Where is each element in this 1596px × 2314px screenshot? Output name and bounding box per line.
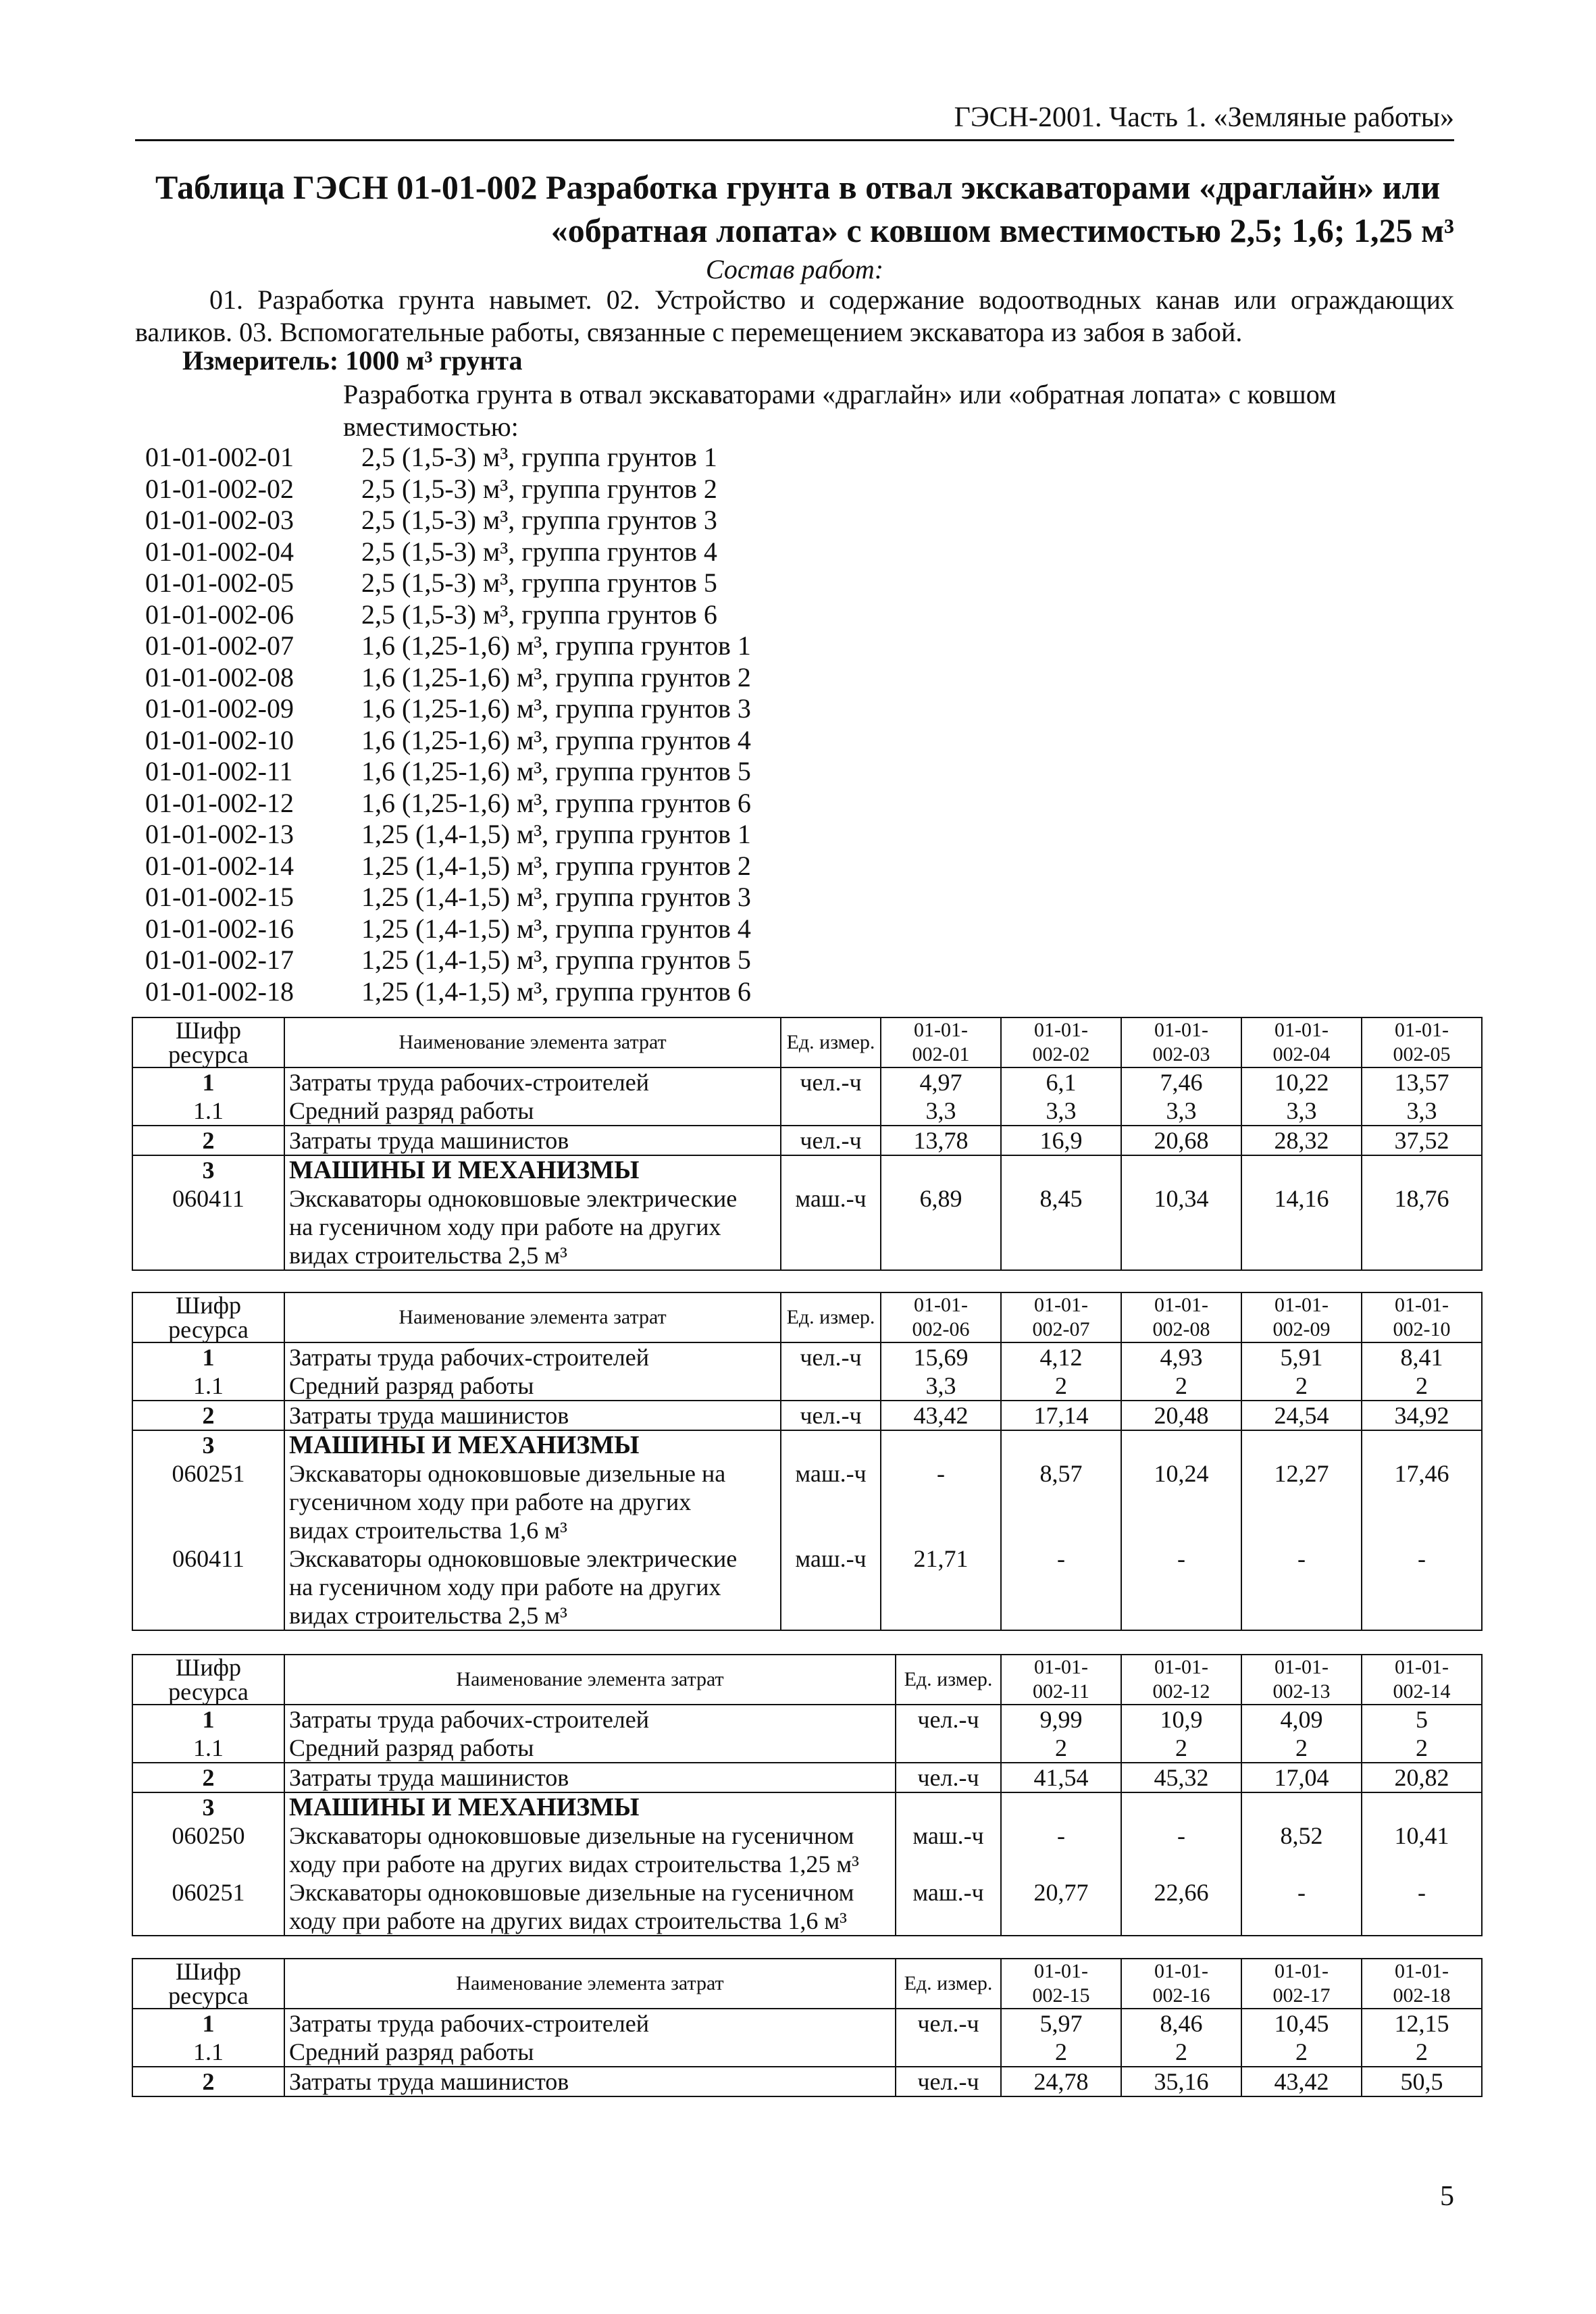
header-norm-column: 01-01- 002-08 xyxy=(1121,1292,1241,1342)
header-resource-code: Шифр ресурса xyxy=(132,1655,284,1705)
table-row xyxy=(132,1342,1482,1401)
value-cell: 20,82 xyxy=(1362,1763,1482,1792)
value-cell: 8,52 - xyxy=(1241,1792,1362,1936)
table-title-line-1: Таблица ГЭСН 01-01-002 Разработка грунта в отвал экскаваторами «драглайн» или xyxy=(155,168,1441,206)
header-norm-column: 01-01- 002-13 xyxy=(1241,1655,1362,1705)
unit-cell: маш.-ч xyxy=(781,1155,881,1270)
norm-code: 01-01-002-15 xyxy=(145,882,294,912)
cost-element-name: Затраты труда рабочих-строителей Средний разряд работы xyxy=(284,1342,781,1401)
norm-item xyxy=(145,819,751,851)
resource-table-1 xyxy=(132,1017,1483,1271)
value-cell: 4,09 2 xyxy=(1241,1705,1362,1763)
value-cell: 10,34 xyxy=(1121,1155,1241,1270)
norm-description: 1,25 (1,4-1,5) м³, группа грунтов 4 xyxy=(361,913,751,944)
norm-description: 1,25 (1,4-1,5) м³, группа грунтов 3 xyxy=(361,882,751,912)
value-cell: 8,57 - xyxy=(1001,1430,1121,1630)
cost-element-name: МАШИНЫ И МЕХАНИЗМЫ Экскаваторы одноковшовые дизельные на гусеничном ходу при работе на других видах строительства 1,25 м³ Экскаваторы одноковшовые дизельные на гусеничном ходу при работе на других видах строительства 1,6 м³ xyxy=(284,1792,896,1936)
norm-code: 01-01-002-14 xyxy=(145,850,294,881)
value-cell: 10,22 3,3 xyxy=(1241,1067,1362,1126)
norm-code: 01-01-002-04 xyxy=(145,536,294,567)
resource-code: 2 xyxy=(132,1401,284,1430)
unit-of-measure: Измеритель: 1000 м³ грунта xyxy=(182,345,523,376)
value-cell: 17,04 xyxy=(1241,1763,1362,1792)
value-cell: 50,5 xyxy=(1362,2067,1482,2096)
norm-item xyxy=(145,913,751,945)
value-cell: 10,9 2 xyxy=(1121,1705,1241,1763)
norm-description: 1,6 (1,25-1,6) м³, группа грунтов 4 xyxy=(361,724,751,755)
value-cell: 9,99 2 xyxy=(1001,1705,1121,1763)
value-cell: - 20,77 xyxy=(1001,1792,1121,1936)
norm-code: 01-01-002-08 xyxy=(145,661,294,693)
resource-code: 1 1.1 xyxy=(132,1067,284,1126)
header-unit: Ед. измер. xyxy=(896,1655,1001,1705)
unit-cell: чел.-ч xyxy=(781,1067,881,1126)
value-cell: 12,15 2 xyxy=(1362,2009,1482,2067)
norm-description: 1,6 (1,25-1,6) м³, группа грунтов 6 xyxy=(361,787,751,818)
norm-description: 1,25 (1,4-1,5) м³, группа грунтов 2 xyxy=(361,850,751,881)
resource-table-4 xyxy=(132,1958,1483,2097)
resource-code: 2 xyxy=(132,1126,284,1155)
table-row xyxy=(132,1430,1482,1630)
header-cost-element: Наименование элемента затрат xyxy=(284,1292,781,1342)
value-cell: 4,12 2 xyxy=(1001,1342,1121,1401)
norm-code: 01-01-002-09 xyxy=(145,693,294,724)
value-cell: 43,42 xyxy=(1241,2067,1362,2096)
header-norm-column: 01-01- 002-17 xyxy=(1241,1959,1362,2009)
header-resource-code: Шифр ресурса xyxy=(132,1017,284,1067)
norm-code: 01-01-002-18 xyxy=(145,976,294,1007)
norm-item xyxy=(145,945,751,976)
value-cell: 8,45 xyxy=(1001,1155,1121,1270)
norm-code: 01-01-002-07 xyxy=(145,630,294,661)
header-norm-column: 01-01- 002-01 xyxy=(881,1017,1001,1067)
value-cell: 24,54 xyxy=(1241,1401,1362,1430)
header-norm-column: 01-01- 002-09 xyxy=(1241,1292,1362,1342)
norm-description: 1,6 (1,25-1,6) м³, группа грунтов 5 xyxy=(361,756,751,786)
value-cell: 13,78 xyxy=(881,1126,1001,1155)
norm-item xyxy=(145,568,751,599)
cost-element-name: МАШИНЫ И МЕХАНИЗМЫ Экскаваторы одноковшовые электрические на гусеничном ходу при работе на других видах строительства 2,5 м³ xyxy=(284,1155,781,1270)
table-row xyxy=(132,1155,1482,1270)
norm-description: 2,5 (1,5-3) м³, группа грунтов 3 xyxy=(361,505,717,535)
unit-cell: чел.-ч xyxy=(781,1342,881,1401)
unit-cell: чел.-ч xyxy=(896,2009,1001,2067)
resource-table-2 xyxy=(132,1292,1483,1631)
norm-code: 01-01-002-03 xyxy=(145,505,294,535)
resource-code: 3 060250 060251 xyxy=(132,1792,284,1936)
norm-item xyxy=(145,693,751,725)
resource-code: 2 xyxy=(132,2067,284,2096)
cost-element-name: Затраты труда машинистов xyxy=(284,1126,781,1155)
cost-element-name: Затраты труда машинистов xyxy=(284,1401,781,1430)
value-cell: 37,52 xyxy=(1362,1126,1482,1155)
unit-cell: чел.-ч xyxy=(896,1705,1001,1763)
norm-item xyxy=(145,851,751,882)
resource-code: 1 1.1 xyxy=(132,1705,284,1763)
value-cell: 43,42 xyxy=(881,1401,1001,1430)
norm-code: 01-01-002-10 xyxy=(145,724,294,755)
norms-intro: Разработка грунта в отвал экскаваторами «драглайн» или «обратная лопата» с ковшом вместимостью: xyxy=(343,379,1337,442)
norm-item xyxy=(145,442,751,474)
norm-code: 01-01-002-13 xyxy=(145,819,294,849)
unit-cell: чел.-ч xyxy=(896,2067,1001,2096)
value-cell: 45,32 xyxy=(1121,1763,1241,1792)
norm-item xyxy=(145,505,751,536)
value-cell: 4,97 3,3 xyxy=(881,1067,1001,1126)
table-row xyxy=(132,2067,1482,2096)
value-cell: 35,16 xyxy=(1121,2067,1241,2096)
value-cell: 20,68 xyxy=(1121,1126,1241,1155)
header-norm-column: 01-01- 002-10 xyxy=(1362,1292,1482,1342)
value-cell: - 21,71 xyxy=(881,1430,1001,1630)
table-header-row xyxy=(132,1655,1482,1705)
cost-element-name: Затраты труда рабочих-строителей Средний разряд работы xyxy=(284,1067,781,1126)
value-cell: 20,48 xyxy=(1121,1401,1241,1430)
table-row xyxy=(132,1126,1482,1155)
norm-code: 01-01-002-17 xyxy=(145,945,294,975)
header-resource-code: Шифр ресурса xyxy=(132,1292,284,1342)
cost-element-name: МАШИНЫ И МЕХАНИЗМЫ Экскаваторы одноковшовые дизельные на гусеничном ходу при работе на других видах строительства 1,6 м³ Экскаваторы одноковшовые электрические на гусеничном ходу при работе на других видах строительства 2,5 м³ xyxy=(284,1430,781,1630)
table-title-line-2: «обратная лопата» с ковшом вместимостью 2,5; 1,6; 1,25 м³ xyxy=(550,211,1454,249)
norm-item xyxy=(145,474,751,505)
norm-item xyxy=(145,788,751,820)
value-cell: 16,9 xyxy=(1001,1126,1121,1155)
resource-code: 2 xyxy=(132,1763,284,1792)
value-cell: 6,1 3,3 xyxy=(1001,1067,1121,1126)
header-cost-element: Наименование элемента затрат xyxy=(284,1017,781,1067)
value-cell: 15,69 3,3 xyxy=(881,1342,1001,1401)
norm-code: 01-01-002-12 xyxy=(145,787,294,818)
header-norm-column: 01-01- 002-07 xyxy=(1001,1292,1121,1342)
value-cell: 8,46 2 xyxy=(1121,2009,1241,2067)
value-cell: 18,76 xyxy=(1362,1155,1482,1270)
page-number: 5 xyxy=(1440,2181,1454,2212)
value-cell: 28,32 xyxy=(1241,1126,1362,1155)
value-cell: - 22,66 xyxy=(1121,1792,1241,1936)
header-cost-element: Наименование элемента затрат xyxy=(284,1959,896,2009)
cost-element-name: Затраты труда машинистов xyxy=(284,2067,896,2096)
unit-cell: чел.-ч xyxy=(781,1126,881,1155)
header-resource-code: Шифр ресурса xyxy=(132,1959,284,2009)
norm-description: 1,25 (1,4-1,5) м³, группа грунтов 5 xyxy=(361,945,751,975)
norm-item xyxy=(145,725,751,757)
norm-item xyxy=(145,882,751,913)
header-norm-column: 01-01- 002-11 xyxy=(1001,1655,1121,1705)
table-row xyxy=(132,1401,1482,1430)
value-cell: 7,46 3,3 xyxy=(1121,1067,1241,1126)
value-cell: 12,27 - xyxy=(1241,1430,1362,1630)
norm-code: 01-01-002-02 xyxy=(145,473,294,504)
table-header-row xyxy=(132,1292,1482,1342)
table-row xyxy=(132,2009,1482,2067)
norm-description: 1,25 (1,4-1,5) м³, группа грунтов 6 xyxy=(361,976,751,1007)
norms-list xyxy=(145,442,751,1007)
running-header: ГЭСН-2001. Часть 1. «Земляные работы» xyxy=(135,101,1454,141)
norm-description: 1,6 (1,25-1,6) м³, группа грунтов 3 xyxy=(361,693,751,724)
norm-item xyxy=(145,976,751,1008)
cost-element-name: Затраты труда машинистов xyxy=(284,1763,896,1792)
norm-code: 01-01-002-05 xyxy=(145,568,294,598)
cost-element-name: Затраты труда рабочих-строителей Средний разряд работы xyxy=(284,2009,896,2067)
header-norm-column: 01-01- 002-12 xyxy=(1121,1655,1241,1705)
value-cell: 24,78 xyxy=(1001,2067,1121,2096)
value-cell: 8,41 2 xyxy=(1362,1342,1482,1401)
table-header-row xyxy=(132,1959,1482,2009)
value-cell: 10,45 2 xyxy=(1241,2009,1362,2067)
header-norm-column: 01-01- 002-02 xyxy=(1001,1017,1121,1067)
norm-description: 2,5 (1,5-3) м³, группа грунтов 5 xyxy=(361,568,717,598)
composition-text: 01. Разработка грунта навымет. 02. Устройство и содержание водоотводных канав или ограждающих валиков. 03. Вспомогательные работы, связанные с перемещением экскаватора из забоя в забой. xyxy=(135,284,1454,347)
norm-description: 1,6 (1,25-1,6) м³, группа грунтов 2 xyxy=(361,661,751,693)
unit-cell: маш.-ч маш.-ч xyxy=(896,1792,1001,1936)
value-cell: 5,97 2 xyxy=(1001,2009,1121,2067)
norm-item xyxy=(145,630,751,662)
value-cell: 4,93 2 xyxy=(1121,1342,1241,1401)
unit-cell: маш.-ч маш.-ч xyxy=(781,1430,881,1630)
value-cell: 41,54 xyxy=(1001,1763,1121,1792)
norm-description: 1,25 (1,4-1,5) м³, группа грунтов 1 xyxy=(361,819,751,849)
value-cell: 17,14 xyxy=(1001,1401,1121,1430)
value-cell: 10,41 - xyxy=(1362,1792,1482,1936)
norm-description: 1,6 (1,25-1,6) м³, группа грунтов 1 xyxy=(361,630,751,661)
norm-item xyxy=(145,599,751,631)
norm-code: 01-01-002-06 xyxy=(145,599,294,630)
header-norm-column: 01-01- 002-15 xyxy=(1001,1959,1121,2009)
table-header-row xyxy=(132,1017,1482,1067)
header-unit: Ед. измер. xyxy=(781,1017,881,1067)
unit-cell: чел.-ч xyxy=(781,1401,881,1430)
header-cost-element: Наименование элемента затрат xyxy=(284,1655,896,1705)
norm-code: 01-01-002-11 xyxy=(145,756,293,786)
table-row xyxy=(132,1763,1482,1792)
value-cell: 13,57 3,3 xyxy=(1362,1067,1482,1126)
resource-table-3 xyxy=(132,1654,1483,1936)
header-norm-column: 01-01- 002-04 xyxy=(1241,1017,1362,1067)
table-row xyxy=(132,1067,1482,1126)
norm-code: 01-01-002-16 xyxy=(145,913,294,944)
resource-code: 3 060251 060411 xyxy=(132,1430,284,1630)
header-norm-column: 01-01- 002-06 xyxy=(881,1292,1001,1342)
value-cell: 34,92 xyxy=(1362,1401,1482,1430)
composition-heading: Состав работ: xyxy=(705,254,884,284)
header-unit: Ед. измер. xyxy=(781,1292,881,1342)
norm-item xyxy=(145,662,751,694)
resource-code: 1 1.1 xyxy=(132,2009,284,2067)
resource-code: 1 1.1 xyxy=(132,1342,284,1401)
norm-description: 2,5 (1,5-3) м³, группа грунтов 6 xyxy=(361,599,717,630)
resource-code: 3 060411 xyxy=(132,1155,284,1270)
value-cell: 14,16 xyxy=(1241,1155,1362,1270)
norm-description: 2,5 (1,5-3) м³, группа грунтов 1 xyxy=(361,442,717,472)
norm-item xyxy=(145,536,751,568)
norm-item xyxy=(145,756,751,788)
unit-cell: чел.-ч xyxy=(896,1763,1001,1792)
header-unit: Ед. измер. xyxy=(896,1959,1001,2009)
table-row xyxy=(132,1705,1482,1763)
table-row xyxy=(132,1792,1482,1936)
header-norm-column: 01-01- 002-16 xyxy=(1121,1959,1241,2009)
value-cell: 6,89 xyxy=(881,1155,1001,1270)
value-cell: 5 2 xyxy=(1362,1705,1482,1763)
header-norm-column: 01-01- 002-03 xyxy=(1121,1017,1241,1067)
table-title xyxy=(135,166,1454,252)
norm-description: 2,5 (1,5-3) м³, группа грунтов 4 xyxy=(361,536,717,567)
value-cell: 17,46 - xyxy=(1362,1430,1482,1630)
norm-description: 2,5 (1,5-3) м³, группа грунтов 2 xyxy=(361,473,717,504)
header-norm-column: 01-01- 002-05 xyxy=(1362,1017,1482,1067)
cost-element-name: Затраты труда рабочих-строителей Средний разряд работы xyxy=(284,1705,896,1763)
header-norm-column: 01-01- 002-18 xyxy=(1362,1959,1482,2009)
header-norm-column: 01-01- 002-14 xyxy=(1362,1655,1482,1705)
value-cell: 10,24 - xyxy=(1121,1430,1241,1630)
norm-code: 01-01-002-01 xyxy=(145,442,294,472)
value-cell: 5,91 2 xyxy=(1241,1342,1362,1401)
